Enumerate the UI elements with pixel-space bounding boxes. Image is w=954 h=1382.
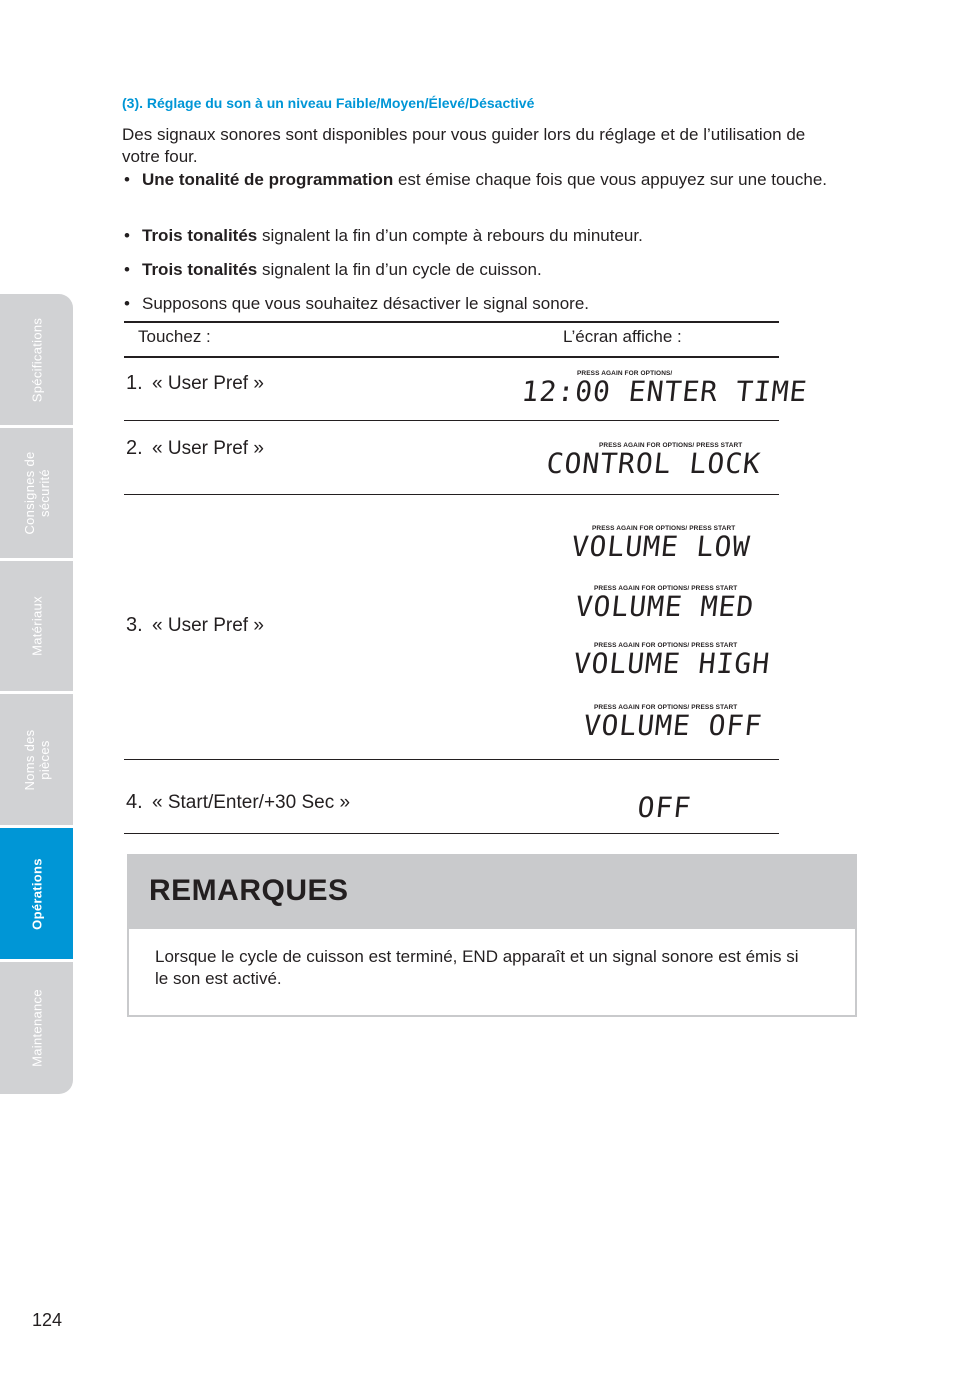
bullet-dot: • [124,226,130,245]
row-divider [124,420,779,421]
bullet-dot: • [124,170,130,189]
tab-safety[interactable] [0,428,73,558]
bullet-dot: • [124,294,130,313]
step-number: 2. [126,437,143,459]
lcd-hint: PRESS AGAIN FOR OPTIONS/ PRESS START [594,642,738,649]
bullet-item [122,292,842,315]
step-number: 3. [126,614,143,636]
page-number: 124 [32,1310,63,1330]
tab-label: Spécifications [29,317,44,402]
lcd-text: OFF [635,791,693,824]
step-number: 4. [126,791,143,813]
bullet-bold: Une tonalité de programmation [142,170,394,189]
step-number: 1. [126,372,143,394]
lcd-display [581,704,764,742]
tab-specifications[interactable] [0,294,73,425]
lcd-text: 12:00 ENTER TIME [519,375,810,408]
bullet-bold: Trois tonalités [142,260,258,279]
lcd-display [571,642,772,680]
row-divider [124,759,779,760]
bullet-text: Supposons que vous souhaitez désactiver le signal sonore. [142,294,590,313]
bullet-text: est émise chaque fois que vous appuyez sur une touche. [393,170,828,189]
lcd-display [573,585,756,623]
tab-label: Noms des pièces [21,729,52,790]
tab-part-names[interactable] [0,694,73,825]
lcd-text: CONTROL LOCK [544,447,763,480]
lcd-hint: PRESS AGAIN FOR OPTIONS/ PRESS START [594,585,738,592]
table-bottom-rule [124,833,779,834]
tab-materials[interactable] [0,561,73,691]
step-label: « User Pref » [152,438,264,459]
bullet-dot: • [124,260,130,279]
lcd-hint: PRESS AGAIN FOR OPTIONS/ [577,370,673,377]
section-sidebar [0,294,73,1094]
tab-operations[interactable] [0,828,73,959]
column-header-display: L’écran affiche : [563,327,682,346]
step-label: « Start/Enter/+30 Sec » [152,792,351,813]
row-divider [124,494,779,495]
bullet-bold: Trois tonalités [142,226,258,245]
notes-title: REMARQUES [149,874,349,907]
lcd-text: VOLUME HIGH [571,647,772,680]
tab-label: Consignes de sécurité [21,451,52,535]
column-header-touch: Touchez : [138,327,211,346]
table-header-rule [124,356,779,358]
tab-label: Matériaux [29,596,44,656]
lcd-display [569,525,752,563]
intro-paragraph: Des signaux sonores sont disponibles pour vous guider lors du réglage et de l’utilisation de votre four. [122,125,806,166]
lcd-display [635,791,693,824]
lcd-hint: PRESS AGAIN FOR OPTIONS/ PRESS START [599,442,743,449]
bullet-item [122,258,842,281]
tab-label: Opérations [29,857,44,930]
lcd-text: VOLUME OFF [581,709,764,742]
bullet-item [122,168,842,191]
bullet-text: signalent la fin d’un cycle de cuisson. [257,260,542,279]
lcd-display [519,370,810,408]
section-title: (3). Réglage du son à un niveau Faible/Moyen/Élevé/Désactivé [122,95,535,111]
table-top-rule [124,321,779,323]
lcd-display [544,442,763,480]
lcd-hint: PRESS AGAIN FOR OPTIONS/ PRESS START [594,704,738,711]
step-label: « User Pref » [152,615,264,636]
tab-maintenance[interactable] [0,962,73,1094]
bullet-item [122,224,842,247]
notes-body: Lorsque le cycle de cuisson est terminé, END apparaît et un signal sonore est émis si le son est activé. [155,947,799,988]
lcd-text: VOLUME LOW [569,530,752,563]
notes-box [127,854,857,1017]
lcd-text: VOLUME MED [573,590,756,623]
lcd-hint: PRESS AGAIN FOR OPTIONS/ PRESS START [592,525,736,532]
tab-label: Maintenance [29,989,44,1067]
bullet-text: signalent la fin d’un compte à rebours du minuteur. [257,226,643,245]
step-label: « User Pref » [152,373,264,394]
